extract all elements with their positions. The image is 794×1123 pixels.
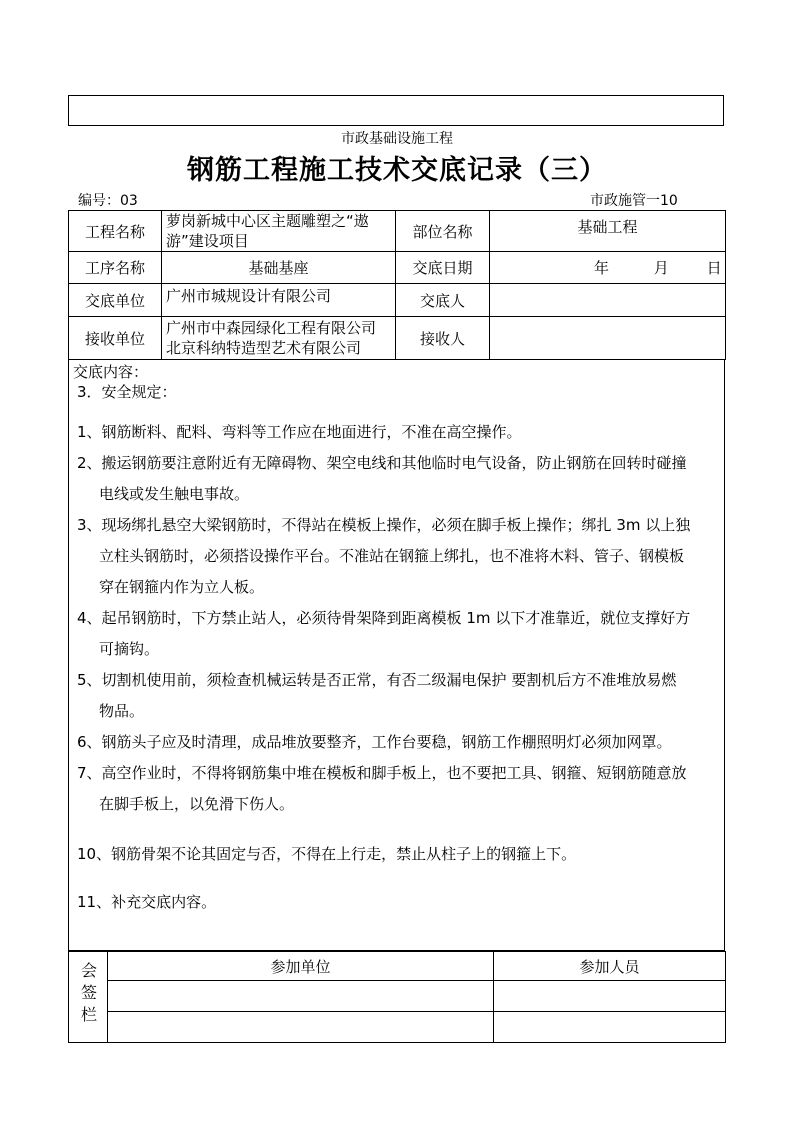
rule-line: 可摘钩。: [99, 640, 160, 658]
sign-table: [68, 951, 726, 1043]
project-name-line2: 游”建设项目: [166, 232, 249, 250]
date-month: 月: [653, 259, 669, 277]
rule-line: 在脚手板上，以免滑下伤人。: [99, 795, 295, 813]
issuer-unit-label: 交底单位: [69, 284, 162, 317]
rule-line: 10、钢筋骨架不论其固定与否，不得在上行走，禁止从柱子上的钢箍上下。: [77, 845, 577, 863]
serial-number: 编号：03: [78, 193, 138, 209]
receiver-unit-line1: 广州市中森园绿化工程有限公司: [166, 319, 377, 337]
page-title: 钢筋工程施工技术交底记录（三）: [187, 155, 607, 186]
people-header: 参加人员: [494, 952, 726, 981]
rule-line: 5、切割机使用前，须检查机械运转是否正常，有否二级漏电保护 要割机后方不准堆放易燃: [77, 671, 677, 689]
rule-line: 11、补充交底内容。: [77, 893, 217, 911]
date-value[interactable]: [490, 252, 726, 284]
rule-line: 物品。: [99, 702, 145, 720]
rule-line: 4、起吊钢筋时，下方禁止站人，必须待骨架降到距离模板 1m 以下才准靠近，就位支撑好方: [77, 609, 691, 627]
process-value[interactable]: 基础基座: [162, 252, 396, 284]
project-name-value[interactable]: [162, 211, 396, 252]
sign-label-cell: [69, 952, 108, 1043]
unit-cell[interactable]: [108, 981, 494, 1012]
rule-line: 3、现场绑扎悬空大梁钢筋时，不得站在模板上操作，必须在脚手板上操作；绑扎 3m 以上独: [77, 516, 691, 534]
project-name-line1: 萝岗新城中心区主题雕塑之“遨: [166, 212, 369, 230]
date-label: 交底日期: [396, 252, 490, 284]
process-label: 工序名称: [69, 252, 162, 284]
section-heading: 3．安全规定：: [77, 383, 177, 401]
receiver-label: 接收人: [396, 317, 490, 360]
people-cell[interactable]: [494, 1012, 726, 1043]
date-year: 年: [594, 259, 610, 277]
unit-cell[interactable]: [108, 1012, 494, 1043]
rule-line: 1、钢筋断料、配料、弯料等工作应在地面进行，不准在高空操作。: [77, 423, 522, 441]
rule-line: 6、钢筋头子应及时清理，成品堆放要整齐，工作台要稳，钢筋工作棚照明灯必须加网罩。: [77, 733, 672, 751]
document-category: 市政基础设施工程: [341, 131, 453, 147]
project-name-label: 工程名称: [69, 211, 162, 252]
receiver-unit-line2: 北京科纳特造型艺术有限公司: [166, 339, 362, 357]
rule-line: 穿在钢箍内作为立人板。: [99, 578, 265, 596]
issuer-unit-value[interactable]: 广州市城规设计有限公司: [162, 284, 396, 317]
unit-header: 参加单位: [108, 952, 494, 981]
receiver-unit-value[interactable]: [162, 317, 396, 360]
date-day: 日: [706, 259, 722, 277]
rule-line: 立柱头钢筋时，必须搭设操作平台。不准站在钢箍上绑扎，也不准将木料、管子、钢模板: [99, 547, 685, 565]
content-heading: 交底内容：: [73, 363, 149, 381]
rule-line: 电线或发生触电事故。: [99, 485, 250, 503]
receiver-unit-label: 接收单位: [69, 317, 162, 360]
sign-label: 会签栏: [78, 962, 98, 1028]
part-name-label: 部位名称: [396, 211, 490, 252]
issuer-label: 交底人: [396, 284, 490, 317]
issuer-value[interactable]: [490, 284, 726, 317]
content-section: [68, 359, 725, 951]
top-blank-box: [68, 95, 724, 126]
receiver-value[interactable]: [490, 317, 726, 360]
rule-line: 7、高空作业时，不得将钢筋集中堆在模板和脚手板上，也不要把工具、钢箍、短钢筋随意放: [77, 764, 687, 782]
people-cell[interactable]: [494, 981, 726, 1012]
part-name-value[interactable]: 基础工程: [490, 211, 726, 252]
rule-line: 2、搬运钢筋要注意附近有无障碍物、架空电线和其他临时电气设备，防止钢筋在回转时碰撞: [77, 454, 687, 472]
info-table: [68, 210, 726, 360]
form-code: 市政施管一10: [590, 193, 678, 209]
